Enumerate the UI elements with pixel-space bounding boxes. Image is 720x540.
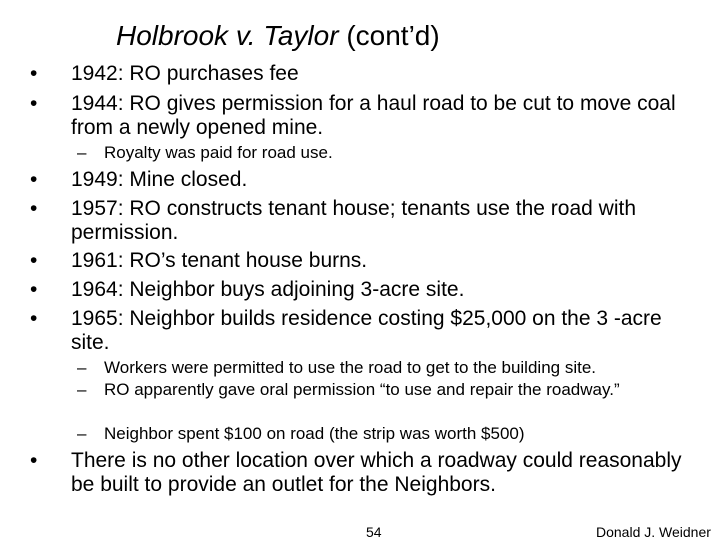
author-name: Donald J. Weidner [596,524,711,540]
bullet-item [30,197,700,245]
bullet-text: 1965: Neighbor builds residence costing $25,000 on the 3 -acre site. [71,307,662,354]
sub-bullet-item [77,358,697,378]
bullet-text: 1964: Neighbor buys adjoining 3-acre site. [71,278,465,301]
bullet-marker: • [30,307,38,330]
bullet-text: 1957: RO constructs tenant house; tenants use the road with permission. [71,197,637,244]
bullet-item [30,307,700,355]
case-name: Holbrook v. Taylor [116,20,339,51]
bullet-item [30,62,700,86]
sub-bullet-marker: – [77,424,87,443]
sub-bullet-item [77,143,697,163]
slide-title [116,18,440,54]
bullet-item [30,449,700,497]
bullet-text: 1949: Mine closed. [71,168,248,191]
bullet-text: There is no other location over which a roadway could reasonably be built to provide an outlet for the Neighbors. [71,449,682,496]
bullet-marker: • [30,62,38,85]
bullet-text: 1942: RO purchases fee [71,62,299,85]
sub-bullet-marker: – [77,380,87,399]
bullet-item [30,92,700,140]
sub-bullet-marker: – [77,143,87,162]
bullet-item [30,249,700,273]
page-number: 54 [366,524,382,540]
bullet-marker: • [30,249,38,272]
sub-bullet-text: RO apparently gave oral permission “to use and repair the roadway.” [104,380,620,399]
sub-bullet-text: Workers were permitted to use the road to get to the building site. [104,358,597,377]
bullet-marker: • [30,92,38,115]
sub-bullet-item [77,380,697,400]
title-suffix: (cont’d) [338,20,440,51]
bullet-text: 1944: RO gives permission for a haul road to be cut to move coal from a newly opened mine. [71,92,676,139]
bullet-marker: • [30,168,38,191]
sub-bullet-item [77,424,697,444]
sub-bullet-text: Royalty was paid for road use. [104,143,333,162]
sub-bullet-text: Neighbor spent $100 on road (the strip was worth $500) [104,424,525,443]
bullet-marker: • [30,278,38,301]
bullet-item [30,168,700,192]
bullet-item [30,278,700,302]
bullet-text: 1961: RO’s tenant house burns. [71,249,368,272]
bullet-marker: • [30,449,38,472]
sub-bullet-marker: – [77,358,87,377]
bullet-marker: • [30,197,38,220]
